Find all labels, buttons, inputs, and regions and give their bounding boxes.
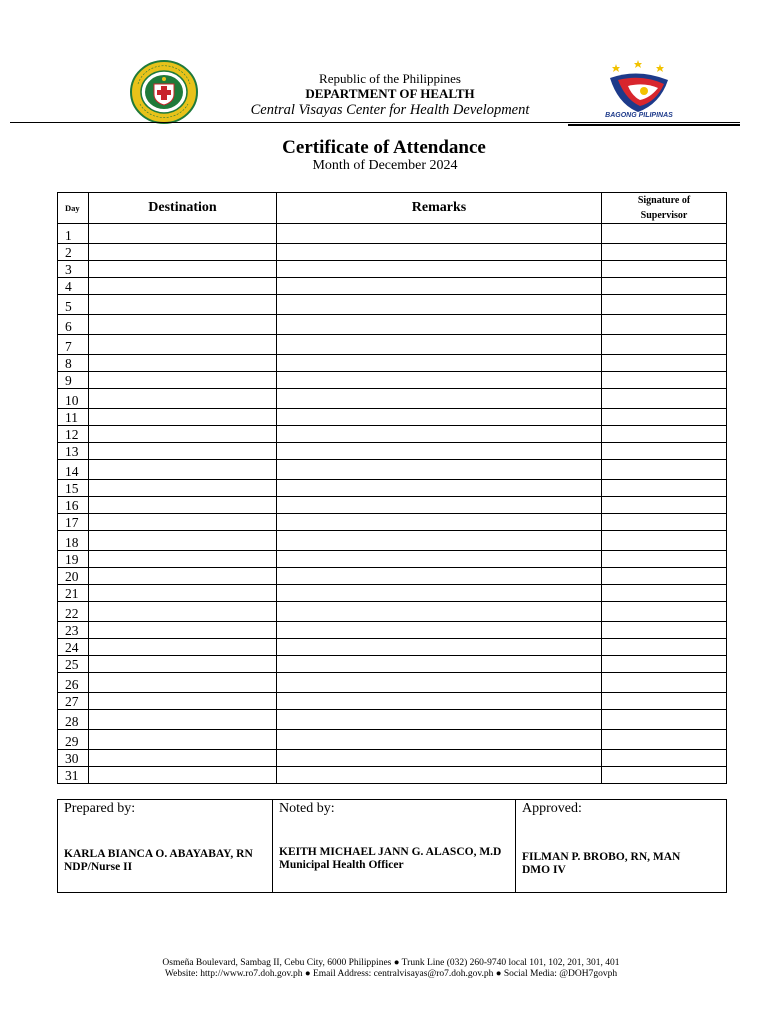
remarks-cell[interactable] [277, 426, 602, 443]
day-cell: 2 [58, 244, 89, 261]
prepared-by-label: Prepared by: [64, 801, 136, 816]
remarks-cell[interactable] [277, 551, 602, 568]
destination-cell[interactable] [89, 497, 277, 514]
signature-header-line1: Signature of [637, 195, 691, 206]
signature-cell[interactable] [602, 443, 727, 460]
table-row [58, 355, 727, 372]
remarks-cell[interactable] [277, 443, 602, 460]
day-cell: 24 [58, 639, 89, 656]
signature-cell[interactable] [602, 673, 727, 693]
remarks-cell[interactable] [277, 710, 602, 730]
table-row [58, 693, 727, 710]
remarks-cell[interactable] [277, 460, 602, 480]
remarks-cell[interactable] [277, 480, 602, 497]
day-cell: 21 [58, 585, 89, 602]
approved-by-position: DMO IV [522, 864, 566, 876]
signature-cell[interactable] [602, 656, 727, 673]
destination-cell[interactable] [89, 278, 277, 295]
day-cell: 1 [58, 224, 89, 244]
table-row [58, 335, 727, 355]
table-row [58, 514, 727, 531]
day-column-header: Day [58, 193, 89, 224]
header-divider [10, 122, 740, 123]
day-cell: 28 [58, 710, 89, 730]
day-cell: 26 [58, 673, 89, 693]
day-cell: 31 [58, 767, 89, 784]
signature-cell[interactable] [602, 372, 727, 389]
noted-by-cell [273, 800, 516, 893]
signature-cell[interactable] [602, 315, 727, 335]
table-row [58, 673, 727, 693]
destination-cell[interactable] [89, 622, 277, 639]
signature-cell[interactable] [602, 531, 727, 551]
destination-cell[interactable] [89, 409, 277, 426]
destination-cell[interactable] [89, 480, 277, 497]
prepared-by-cell [58, 800, 273, 893]
doh-seal-logo [130, 60, 198, 124]
table-row [58, 409, 727, 426]
signature-cell[interactable] [602, 514, 727, 531]
remarks-column-header: Remarks [277, 193, 602, 224]
header-divider-accent [568, 124, 740, 126]
destination-cell[interactable] [89, 639, 277, 656]
table-row [58, 622, 727, 639]
table-row [58, 278, 727, 295]
day-cell: 14 [58, 460, 89, 480]
remarks-cell[interactable] [277, 514, 602, 531]
signature-cell[interactable] [602, 693, 727, 710]
signature-cell[interactable] [602, 409, 727, 426]
signature-cell[interactable] [602, 622, 727, 639]
table-row [58, 639, 727, 656]
signature-cell[interactable] [602, 261, 727, 278]
remarks-cell[interactable] [277, 409, 602, 426]
remarks-cell[interactable] [277, 389, 602, 409]
day-cell: 13 [58, 443, 89, 460]
prepared-by-name: KARLA BIANCA O. ABAYABAY, RN [64, 848, 253, 860]
letterhead [240, 71, 540, 119]
destination-cell[interactable] [89, 315, 277, 335]
table-row [58, 602, 727, 622]
signature-cell[interactable] [602, 295, 727, 315]
destination-cell[interactable] [89, 656, 277, 673]
day-cell: 18 [58, 531, 89, 551]
signature-cell[interactable] [602, 710, 727, 730]
destination-cell[interactable] [89, 568, 277, 585]
approved-by-name: FILMAN P. BROBO, RN, MAN [522, 851, 681, 863]
signature-cell[interactable] [602, 335, 727, 355]
remarks-cell[interactable] [277, 602, 602, 622]
table-row [58, 551, 727, 568]
document-month: Month of December 2024 [312, 158, 458, 173]
remarks-cell[interactable] [277, 335, 602, 355]
signature-cell[interactable] [602, 568, 727, 585]
signature-column-header [602, 193, 727, 224]
destination-cell[interactable] [89, 602, 277, 622]
day-cell: 3 [58, 261, 89, 278]
republic-line: Republic of the Philippines [319, 71, 461, 86]
signature-cell[interactable] [602, 585, 727, 602]
table-row [58, 315, 727, 335]
destination-cell[interactable] [89, 372, 277, 389]
day-cell: 23 [58, 622, 89, 639]
day-cell: 29 [58, 730, 89, 750]
day-cell: 17 [58, 514, 89, 531]
destination-cell[interactable] [89, 551, 277, 568]
day-cell: 19 [58, 551, 89, 568]
remarks-cell[interactable] [277, 261, 602, 278]
signature-cell[interactable] [602, 750, 727, 767]
day-cell: 27 [58, 693, 89, 710]
approved-by-cell [516, 800, 727, 893]
destination-cell[interactable] [89, 224, 277, 244]
destination-cell[interactable] [89, 514, 277, 531]
attendance-table [57, 192, 727, 784]
table-row [58, 244, 727, 261]
destination-cell[interactable] [89, 355, 277, 372]
table-row [58, 480, 727, 497]
footer-address: Osmeña Boulevard, Sambag II, Cebu City, 6000 Philippines ● Trunk Line (032) 260-9740 local 101, 102, 201, 301, 401 [162, 958, 620, 968]
day-cell: 15 [58, 480, 89, 497]
remarks-cell[interactable] [277, 622, 602, 639]
department-name: DEPARTMENT OF HEALTH [305, 86, 475, 101]
destination-cell[interactable] [89, 244, 277, 261]
table-row [58, 389, 727, 409]
remarks-cell[interactable] [277, 656, 602, 673]
table-row [58, 497, 727, 514]
destination-cell[interactable] [89, 730, 277, 750]
day-cell: 12 [58, 426, 89, 443]
remarks-cell[interactable] [277, 693, 602, 710]
signature-cell[interactable] [602, 460, 727, 480]
day-cell: 6 [58, 315, 89, 335]
table-row [58, 585, 727, 602]
table-row [58, 730, 727, 750]
day-cell: 22 [58, 602, 89, 622]
destination-cell[interactable] [89, 443, 277, 460]
table-row [58, 295, 727, 315]
destination-cell[interactable] [89, 261, 277, 278]
remarks-cell[interactable] [277, 730, 602, 750]
table-row [58, 261, 727, 278]
signature-cell[interactable] [602, 426, 727, 443]
remarks-cell[interactable] [277, 355, 602, 372]
signature-cell[interactable] [602, 639, 727, 656]
signatories-table [57, 799, 727, 893]
signature-cell[interactable] [602, 730, 727, 750]
approved-by-label: Approved: [522, 801, 582, 816]
signature-cell[interactable] [602, 278, 727, 295]
signature-cell[interactable] [602, 602, 727, 622]
signature-cell[interactable] [602, 355, 727, 372]
destination-cell[interactable] [89, 335, 277, 355]
day-cell: 30 [58, 750, 89, 767]
footer-contact: Website: http://www.ro7.doh.gov.ph ● Email Address: centralvisayas@ro7.doh.gov.ph ● Social Media: @DOH7govph [164, 969, 618, 979]
signature-cell[interactable] [602, 480, 727, 497]
signature-cell[interactable] [602, 224, 727, 244]
center-name: Central Visayas Center for Health Development [250, 102, 530, 118]
signature-cell[interactable] [602, 551, 727, 568]
table-row [58, 656, 727, 673]
bagong-pilipinas-text: BAGONG PILIPINAS [605, 112, 673, 119]
destination-cell[interactable] [89, 426, 277, 443]
remarks-cell[interactable] [277, 315, 602, 335]
table-row [58, 224, 727, 244]
attendance-table-body [58, 224, 727, 784]
destination-cell[interactable] [89, 750, 277, 767]
signature-cell[interactable] [602, 767, 727, 784]
remarks-cell[interactable] [277, 278, 602, 295]
destination-cell[interactable] [89, 693, 277, 710]
prepared-by-position: NDP/Nurse II [64, 861, 133, 873]
destination-column-header: Destination [89, 193, 277, 224]
remarks-cell[interactable] [277, 585, 602, 602]
day-cell: 11 [58, 409, 89, 426]
destination-cell[interactable] [89, 710, 277, 730]
noted-by-name: KEITH MICHAEL JANN G. ALASCO, M.D [279, 846, 502, 858]
table-row [58, 460, 727, 480]
day-cell: 9 [58, 372, 89, 389]
destination-cell[interactable] [89, 531, 277, 551]
day-cell: 5 [58, 295, 89, 315]
remarks-cell[interactable] [277, 767, 602, 784]
table-row [58, 568, 727, 585]
day-cell: 7 [58, 335, 89, 355]
remarks-cell[interactable] [277, 295, 602, 315]
remarks-cell[interactable] [277, 673, 602, 693]
destination-cell[interactable] [89, 585, 277, 602]
table-row [58, 531, 727, 551]
table-row [58, 372, 727, 389]
remarks-cell[interactable] [277, 244, 602, 261]
table-row [58, 767, 727, 784]
noted-by-label: Noted by: [279, 801, 335, 816]
remarks-cell[interactable] [277, 372, 602, 389]
destination-cell[interactable] [89, 295, 277, 315]
remarks-cell[interactable] [277, 750, 602, 767]
table-row [58, 710, 727, 730]
destination-cell[interactable] [89, 389, 277, 409]
destination-cell[interactable] [89, 460, 277, 480]
day-cell: 25 [58, 656, 89, 673]
remarks-cell[interactable] [277, 639, 602, 656]
remarks-cell[interactable] [277, 531, 602, 551]
table-row [58, 750, 727, 767]
day-cell: 16 [58, 497, 89, 514]
remarks-cell[interactable] [277, 224, 602, 244]
day-cell: 4 [58, 278, 89, 295]
destination-cell[interactable] [89, 673, 277, 693]
noted-by-position: Municipal Health Officer [279, 859, 404, 871]
table-row [58, 426, 727, 443]
remarks-cell[interactable] [277, 497, 602, 514]
footer [0, 958, 768, 980]
table-row [58, 443, 727, 460]
signature-cell[interactable] [602, 389, 727, 409]
signature-cell[interactable] [602, 244, 727, 261]
signature-cell[interactable] [602, 497, 727, 514]
day-cell: 20 [58, 568, 89, 585]
document-title: Certificate of Attendance [282, 137, 486, 158]
table-header-row [58, 193, 727, 224]
signature-header-line2: Supervisor [640, 210, 688, 221]
remarks-cell[interactable] [277, 568, 602, 585]
destination-cell[interactable] [89, 767, 277, 784]
day-cell: 10 [58, 389, 89, 409]
day-cell: 8 [58, 355, 89, 372]
